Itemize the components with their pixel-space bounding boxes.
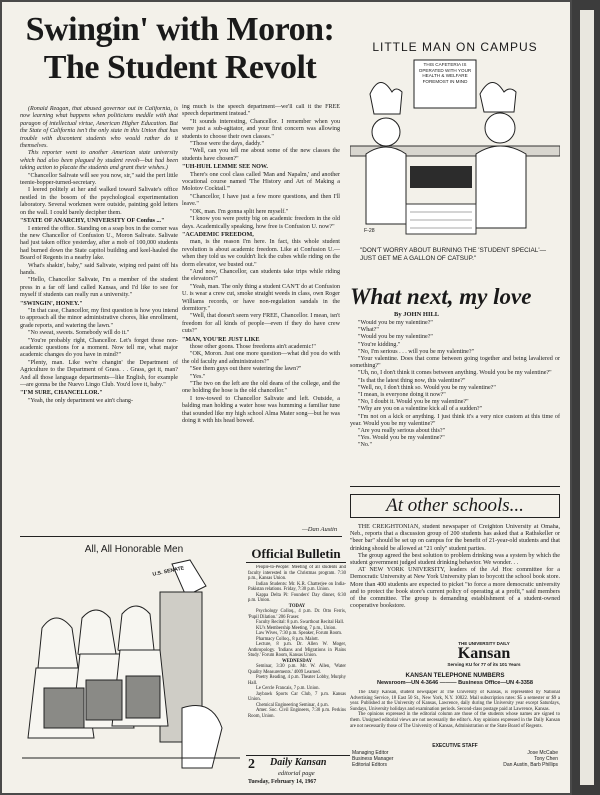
other-schools-body: [350, 524, 560, 642]
paragraph: "See them guys out there watering the lawn?": [190, 366, 302, 373]
paragraph: There's one cool class called 'Man and Napalm,' and another vocational course named 'The History and Art of Making a Molotov Cocktail.'": [182, 171, 340, 193]
bulletin-item: Le Cercle Francais, 7 p.m. Union.: [256, 686, 320, 691]
paragraph: AT NEW YORK UNIVERSITY, leaders of the Ad Hoc committee for a Democratic University at New York University plan to boycott the school book store. More than 400 students are expected to picket "to force a more democratic university and to protect the book store's current policy of operating at a profit," said members of the committee. The group is demanding establishment of a student-owned cooperative bookstore.: [350, 567, 560, 610]
bulletin-item: Kappa Delta Pi: Founders' Day dinner, 6:30 p.m. Union.: [248, 592, 346, 603]
poem-line: "No, I doubt it. Would you be my valentine?": [358, 399, 469, 406]
poem-line: "Why are you on a valentine kick all of a sudden?": [358, 406, 483, 413]
adjacent-page-strip: [580, 10, 594, 785]
subhead: "SWINGIN', HONEY.": [20, 300, 83, 307]
paragraph: The Daily Kansan, student newspaper at The University of Kansas, is represented by National Advertising Service, 18 East 50 St., New York, N.Y. 10022. Mail subscription rates: $5 a semester or $9 a year. Published at the University of Kansas, Lawrence, daily during the University year except Saturdays, Sundays, University holidays and examination periods. Second-class postage paid at Lawrence, Kansas.: [350, 690, 560, 712]
footer-paper: Daily Kansan: [270, 757, 327, 768]
article-column-1: [20, 106, 178, 538]
poem-line: "Would you be my valentine?": [358, 320, 433, 326]
paragraph: I leered politely at her and walked toward Salivate's office nestled in the bosom of the psychological experimentation laboratory. Several workmen were outside, painting gold letters on the wall. I could barely decipher them.: [20, 187, 178, 216]
divider: [20, 536, 342, 537]
bulletin-title: Official Bulletin: [251, 546, 341, 561]
paragraph: "Well, can you tell me about some of the new classes the students have chosen?": [182, 148, 340, 162]
staff-name: Dan Austin, Barb Phillips: [503, 762, 558, 768]
cartoon-caption: "DON'T WORRY ABOUT BURNING THE 'STUDENT SPECIAL'—JUST GET ME A GALLON OF CATSUP.": [360, 247, 546, 262]
bulletin-item: TODAY: [288, 603, 306, 609]
paragraph: "Chancellor, I have just a few more questions, and then I'll leave.": [182, 193, 340, 208]
paragraph: those other goons. Those freedoms ain't academic!": [190, 344, 316, 350]
poem-line: "No.": [358, 442, 372, 449]
staff-role: Editorial Editors: [352, 762, 388, 768]
cafeteria-sign: THIS CAFETERIA IS OPERATED WITH YOUR HEALTH & WELFARE FOREMOST IN MIND: [418, 62, 472, 84]
bulletin-item: Seminar, 3:30 p.m. Mr. W. Allen, 'Water Quality Measurements.' 4009 Learned.: [248, 664, 346, 675]
article-column-2: [182, 104, 340, 524]
bulletin-item: WEDNESDAY: [281, 658, 313, 664]
subhead: "ACADEMIC FREEDOM,: [182, 231, 254, 238]
adjacent-page-edge: [572, 0, 600, 795]
paragraph: "Yes.": [190, 373, 206, 380]
newspaper-page: [2, 2, 570, 793]
cartoon-code: F-28: [364, 228, 375, 234]
bulletin-item: Lecture, 8 p.m. Dr. Allen W. Moger, Anthropology. 'Indians and Migrations in Plains Study.' Forum Room, Kansas Union.: [248, 642, 346, 658]
paragraph: I tow-towed to Chancellor Salivate and left. Outside, a balding man holding a water hose was humming a familiar tune that sounded like my high school Alma Mater song—but he was doing it with his head bowed.: [182, 395, 340, 425]
poem-line: "You're kidding.": [358, 341, 401, 348]
headline-line-1: Swingin' with Moron:: [25, 11, 335, 48]
paragraph: THE CREIGHTONIAN, student newspaper of Creighton University at Omaha, Neb., reports that a discussion group of 200 students has asked that a Rathskeller or "beer bar" should be set up on campus for the benefit of 21-year-old students and that drinking should be allowed at "21 only" student parties.: [350, 524, 560, 552]
subhead: "UH-HUH. LEMME SEE NOW.: [182, 164, 268, 171]
cartoon-title: LITTLE MAN ON CAMPUS: [372, 40, 538, 54]
headline-line-2: The Student Revolt: [43, 49, 317, 86]
poem-line: "Would you be my valentine?": [358, 334, 433, 341]
intro-paragraph-1: (Ronald Reagan, that abused governor out in California, is now learning what happens when politicians meddle with that paragon of intellectual virtue, American Higher Education. But the State of California isn't the only state in this Union that has trouble with discontent students who would rather do it themselves.: [20, 106, 178, 150]
poem-body: [350, 320, 560, 470]
staff-row: [352, 762, 558, 768]
paragraph: The opinions expressed in the editorial column are those of the students whose names are signed to them. Unsigned editorial views are not necessarily the editor's. Any opinions expressed in the Daily Kansan are not necessarily those of The University of Kansas, Administration or the State Board of Regents.: [350, 712, 560, 729]
bulletin-item: Amer. Soc. Civil Engineers, 7:30 p.m. Perkins Room, Union.: [248, 708, 346, 719]
masthead-tag: Serving KU for 77 of its 101 Years: [447, 662, 521, 667]
poem-line: "Is that the latest thing now, this valentine?": [358, 377, 466, 384]
staff-role: Business Manager: [352, 756, 394, 762]
staff-title: EXECUTIVE STAFF: [432, 743, 478, 749]
phones: Newsroom—UN 4-3646 ——— Business Office—UN 4-3358: [376, 680, 534, 686]
masthead-small-top: THE UNIVERSITY DAILY: [458, 641, 510, 646]
paragraph: "Yeah, man. The only thing a student CAN'T do at Confusion U. is wear a crew cut, smoke straight weeds in class, own Roger Williams records, or have non-regulation sandals in the dormitory.": [182, 283, 340, 312]
paragraph: "OK, Moron. Just one more question—what did you do with the old faculty and administrators?": [182, 351, 340, 365]
divider: [246, 755, 350, 756]
poem-byline: By JOHN HILL: [394, 311, 440, 318]
paragraph: "And now, Chancellor, can students take trips while riding the elevators?": [182, 268, 340, 283]
other-schools-title: At other schools...: [386, 495, 524, 516]
divider: [246, 562, 346, 563]
footer-section: editorial page: [278, 770, 315, 777]
bulletin-item: Psychology Colloq., 4 p.m. Dr. Otto Ferris, 'Pupil Dilation.' 206 Fraser.: [248, 609, 346, 620]
paragraph: "Well, that doesn't seem very FREE, Chancellor. I mean, isn't freedom for all kinds of people—even if they do have crew cuts?": [182, 313, 340, 335]
paragraph: ing much is the speech department—we'll call it the FREE speech department instead.": [182, 104, 340, 118]
paragraph: "Yeah, the only department we ain't chang-: [28, 397, 134, 404]
subhead: "STATE OF ANARCHY, UNIVERSITY OF Confus ...": [20, 218, 165, 225]
bulletin-item: Chemical Engineering Seminar, 4 p.m.: [256, 702, 329, 708]
paragraph: "You're probably right, Chancellor. Let's forget those non-academic questions for a moment. Now tell me, what major academic changes do you have in mind?": [20, 337, 178, 359]
paragraph: "Plenty, man. Like we're changin' the Department of Agriculture to the Department of Grass. . . Grass, get it, man? And all those language departments—like English, for example—are gonna be the Nuevo Lingo Club. You'd love it, baby.": [20, 359, 178, 389]
paragraph: The group agreed the best solution to problem drinking was a system by which the student government judged student drinking behavior. We wonder. . .: [350, 552, 560, 567]
footer-date: Tuesday, February 14, 1967: [248, 779, 317, 785]
bulletin-item: Jaybawk Sports Car Club, 7 p.m. Kansas Union.: [248, 691, 346, 702]
bulletin-item: Law Wives, 7:30 p.m. Speaker, Forum Room.: [256, 631, 343, 636]
bulletin-item: KU's Membership Meeting, 7 p.m., Union.: [256, 625, 337, 631]
paragraph: "No sweat, sweets. Somebody will do it.": [28, 330, 130, 337]
paragraph: What's shakin', baby," said Salivate, wiping red paint off his hands.: [20, 262, 178, 276]
bulletin-item: Poetry Reading, 4 p.m. Theater Lobby, Murphy Hall.: [248, 675, 346, 686]
phones-title: KANSAN TELEPHONE NUMBERS: [405, 672, 505, 679]
staff-list: [352, 750, 558, 768]
paragraph: "Hello, Chancellor Salivate, I'm a member of the student press in a far off land called Kansas, and I'd like to see for myself if students can really run a university.": [20, 277, 178, 299]
poem-line: "Are you really serious about this?": [358, 428, 446, 435]
paragraph: "Chancellor Salivate will see you now, sir," said the pert little teenie-bopper-turned-secretary.: [20, 172, 178, 187]
paragraph: man, is the reason I'm here. In fact, this whole student revolution is about academic freedom. Like at Confusion U.—when they told us we couldn't lick the cubes while riding on the dorm elevator, we busted out.": [182, 239, 340, 268]
bulletin-item: Pharmacy Colloq., 8 p.m. Malott.: [256, 636, 319, 642]
paragraph: "OK, man. I'm gonna split here myself.": [190, 208, 289, 215]
poem-line: "Well, no, I don't think so. Would you be my valentine?": [358, 384, 496, 391]
bulletin-body: [248, 565, 346, 755]
bulletin-item: People-to-People: Meeting of all students and faculty interested in the Christmas program. 7:30 p.m., Kansas Union.: [248, 565, 346, 581]
paragraph: "In that case, Chancellor, my first question is how you intend to approach all the minor administrative chores, like enrollment, grade reports, and watering the lawn.": [20, 307, 178, 329]
poem-line: "Yes. Would you be my valentine?": [358, 435, 445, 442]
poem-line: "I mean, is everyone doing it now?": [358, 392, 446, 399]
paragraph: "Those were the days, daddy.": [190, 141, 264, 148]
cartoon2-title: All, All Honorable Men: [84, 544, 184, 555]
divider: [350, 486, 560, 487]
staff-role: Managing Editor: [352, 750, 389, 756]
poem-line: "I'm not on a kick or anything. I just think it's a very nice custom at this time of year. Would you be my valentine?": [350, 413, 560, 427]
bulletin-item: Faculty Recital: 8 p.m. Swarthout Recital Hall.: [256, 620, 345, 625]
poem-line: "Uh, no, I don't think it comes between anything. Would you be my valentine?": [358, 370, 552, 377]
poem-line: "What?": [358, 327, 379, 334]
subhead: "MAN, YOU'RE JUST LIKE: [182, 336, 260, 343]
intro-paragraph-2: This reporter went to another American state university which had also been plagued by student revolt—but had been taking action to placate the students and grant their wishes.): [20, 150, 178, 172]
poem-title: What next, my love: [350, 284, 532, 309]
paragraph: "The two on the left are the old deans of the college, and the one holding the hose is the old chancellor.": [182, 381, 340, 395]
bulletin-item: Indian Students: Mr. K.R. Chatterjee on India-Pakistan relations. Friday, 7:30 p.m. Union.: [248, 581, 346, 592]
poem-line: "Your valentine. Does that come between going together and being lavaliered or something?": [350, 356, 560, 370]
paragraph: "It sounds interesting, Chancellor. I remember when you were just a sub-agitator, and your first concern was allowing students to choose their own classes.": [182, 118, 340, 140]
page-number: 2: [248, 757, 255, 772]
staff-name: Jose McCabe: [527, 750, 558, 756]
paragraph: "I know you were pretty big on academic freedom in the old days. Academically speaking, how free is Confusion U. now?": [182, 216, 340, 230]
poem-line: "No, I'm serious . . . will you be my valentine?": [358, 348, 475, 355]
subhead: "I'M SURE, CHANCELLOR.": [20, 390, 103, 397]
cartoon2-illustration: [22, 558, 240, 782]
senate-banner: U.S. SENATE: [152, 565, 185, 578]
byline: —Dan Austin: [302, 526, 338, 533]
masthead-name: Kansan: [457, 645, 511, 662]
staff-name: Tony Chen: [534, 756, 558, 762]
paragraph: I entered the office. Standing on a soap box in the corner was the new Chancellor of Confusion U., Moron Salivate. Salivate had just taken office yesterday, after a mob of 100,000 students had burned down the State capitol building and keel-hauled the Board of Regents in a nearby lake.: [20, 225, 178, 262]
